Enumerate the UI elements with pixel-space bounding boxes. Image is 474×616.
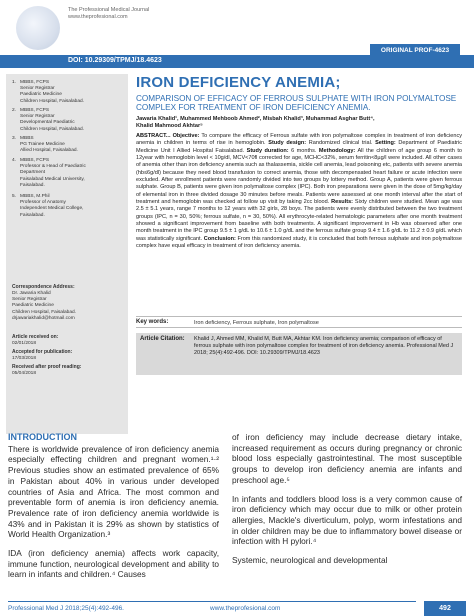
- affiliation-4: [12, 158, 130, 189]
- affiliation-2: [12, 108, 130, 133]
- body-paragraph: of iron deficiency may include decrease dietary intake, increased requirement as occurs during pregnancy or chronic blood loss especially gastrointestinal. The most susceptible groups to develop iron deficiency anemia are infants and preschool age.⁵: [232, 432, 462, 485]
- affiliation-line: Senior Registrar: [20, 86, 55, 92]
- affiliation-line: Senior Registrar: [20, 114, 55, 120]
- results-text: Sixty children were studied. Mean age was 2.5 ± 5.1 years, range 7 months to 12 years with 32 girls, 28 boys. The patients were evenly distributed between the two treatment groups (IPC, n = 30, 50%; ferrous sulfate, n = 30, 50%). All erythrocyte-related hematologic parameters after one month treatment showed a significant improvement from baseline with both treatments. A significant improvement in Hb was observed after one month treatment in the IPC group 9.5 ± 1 g/dL to 10.6 ± 1.0 g/dL and the ferrous sulfate group 9.4 ± 1.6 g/dL to 11.2 ± 0.9 g/dL which was statistically significant.: [136, 198, 462, 242]
- footer-divider: [8, 601, 416, 602]
- keywords-label: Key words:: [136, 319, 169, 325]
- accepted-label: Accepted for publication:: [12, 349, 73, 355]
- body-paragraph: Systemic, neurological and developmental: [232, 555, 388, 566]
- affiliation-line: Paediatric Medicine: [20, 92, 62, 98]
- affiliation-line: Children Hospital, Faisalabad.: [20, 98, 84, 104]
- author-list: [136, 116, 462, 130]
- correspondence-label: Correspondence Address:: [12, 284, 75, 290]
- citation-label: Article Citation:: [140, 336, 185, 342]
- article-subtitle: COMPARISON OF EFFICACY OF FERROUS SULPHATE WITH IRON POLYMALTOSE COMPLEX FOR TREATMENT OF IRON DEFICIENCY ANEMIA.: [136, 94, 457, 113]
- affiliation-line: Developmental Paediatric: [20, 120, 75, 126]
- affiliation-line: MBBS, M.Phil: [20, 194, 50, 199]
- affiliation-number: 1.: [12, 80, 17, 85]
- affiliation-number: 5.: [12, 194, 17, 199]
- article-title: IRON DEFICIENCY ANEMIA;: [136, 74, 341, 91]
- affiliation-line: MBBS, FCPS: [20, 158, 50, 163]
- author-line: Khalid Mahmood Akhtar⁵: [136, 122, 203, 129]
- citation-text: Khalid J, Ahmed MM, Khalid M, Butt MA, Akhtar KM. Iron deficiency anemia; comparison of efficacy of ferrous sulphate with iron polymaltose complex for treatment of iron deficiency anemia. Professional Med J 2018; 25(4):492-496. DOI: 10.29309/TPMJ/18.4623: [194, 335, 454, 356]
- setting-label: Setting:: [375, 140, 396, 147]
- proof-date: 05/04/2018: [12, 371, 37, 376]
- footer-citation: Professional Med J 2018;25(4):492-496.: [8, 605, 124, 612]
- affiliation-line: Children Hospital, Faisalabad.: [20, 126, 84, 132]
- footer-url[interactable]: www.theprofesional.com: [210, 605, 281, 612]
- received-date: 02/01/2018: [12, 341, 37, 346]
- study-design-label: Study design:: [268, 140, 307, 147]
- setting-text: Department of Paediatric Medicine Unit I Allied Hospital Faisalabad.: [136, 140, 463, 154]
- citation-box: [136, 333, 462, 375]
- proof-label: Received after proof reading:: [12, 364, 82, 370]
- affiliation-line: Professor & Head of Paediatric: [20, 164, 86, 170]
- body-column-left: [8, 432, 219, 588]
- affiliation-line: Faisalabad.: [20, 212, 45, 218]
- affiliation-line: PG Trainee Medicine: [20, 142, 65, 148]
- affiliation-number: 4.: [12, 158, 17, 163]
- correspondence-email[interactable]: drjawariakhalid@hotmail.com: [12, 315, 75, 321]
- affiliation-line: Department: [20, 170, 46, 176]
- conclusion-label: Conclusion:: [203, 235, 236, 242]
- journal-logo: [16, 6, 60, 50]
- correspondence-line: Senior Registrar: [12, 297, 47, 303]
- body-column-right: [232, 432, 462, 574]
- affiliation-1: [12, 80, 130, 105]
- affiliation-5: [12, 194, 130, 219]
- author-sidebar: [6, 74, 128, 434]
- article-type-tag: ORIGINAL PROF-4623: [370, 44, 460, 57]
- page-number: 492: [424, 601, 466, 616]
- affiliation-line: MBBS, FCPS: [20, 108, 50, 113]
- correspondence-address: [12, 291, 130, 322]
- abstract: [136, 133, 462, 251]
- methodology-text: All the children of age group 6 month to 12year with hemoglobin level < 10g/dl, MCV<70fl corrected for age, MCHC<32%, serum ferritin<8µg/l were included. All other cases of anemia other than iron deficiency anemia such as thalassemia, sickle cell anemia, lead poisoning etc, patients with severe anemia (hb≤6g/dl) because they need blood transfusion to correct anemia, those with decompensated heart failure or acute infection were excluded. After enrollment patients were randomly divided into two groups by lottery method. Group A, patients were given ferrous sulphate. Group B, patients were given iron polymaltose complex (IPC). Both iron preparations were given in the dose of 5mg/kg/day of elemental iron in three divided dosage 30 minutes before meals. Patients were assessed at one month interval after the start of treatment and hemoglobin was checked at follow up visit by taking 2cc blood.: [136, 147, 463, 205]
- affiliation-line: Independent Medical College,: [20, 206, 84, 212]
- keywords-row: [136, 316, 462, 328]
- affiliation-number: 2.: [12, 108, 17, 113]
- duration-label: Study duration:: [246, 147, 289, 154]
- affiliation-line: Faisalabad.: [20, 182, 45, 188]
- abstract-label: ABSTRACT... Objective:: [136, 132, 200, 139]
- journal-name: The Professional Medical Journal: [68, 7, 150, 13]
- affiliation-number: 3.: [12, 136, 17, 141]
- body-paragraph: IDA (iron deficiency anemia) affects work capacity, immune function, neurological development and ability to learn in infants and children.⁴ Causes: [8, 548, 219, 580]
- methodology-label: Methodology:: [318, 147, 356, 154]
- conclusion-text: From this randomized study, it is concluded that both ferrous sulphate and iron polymaltose complex have equal efficacy in treatment of iron deficiency anemia.: [136, 235, 462, 249]
- affiliation-line: Professor of Anatomy: [20, 200, 66, 206]
- duration-text: 6 months.: [288, 147, 319, 154]
- affiliation-line: MBBS, FCPS: [20, 80, 50, 85]
- accepted-date: 17/03/2018: [12, 356, 37, 361]
- body-paragraph: In infants and toddlers blood loss is a very common cause of iron deficiency which may occur due to milk or other protein allergies, Mackle's diverticulum, polyp, worm infestations and in older children may be due to inflammatory bowel disease or infection with H pylori.⁴: [232, 493, 462, 547]
- correspondence-line: Paediatric Medicine: [12, 303, 54, 309]
- introduction-heading: INTRODUCTION: [8, 432, 77, 442]
- correspondence-line: Children Hospital, Faisalabad.: [12, 309, 76, 315]
- affiliation-line: MBBS: [20, 136, 34, 141]
- journal-header: [0, 0, 474, 66]
- affiliation-line: Faisalabad Medical University,: [20, 176, 85, 182]
- doi-text[interactable]: DOI: 10.29309/TPMJ/18.4623: [68, 57, 162, 64]
- keywords-value: Iron deficiency, Ferrous sulphate, Iron polymaltose: [194, 319, 319, 326]
- affiliation-3: [12, 136, 130, 155]
- study-design-text: Randomized clinical trial.: [306, 140, 376, 147]
- doi-bar: [0, 55, 474, 68]
- journal-url[interactable]: www.theprofesional.com: [68, 14, 128, 20]
- abstract-objective: To compare the efficacy of Ferrous sulfate with iron polymaltose complex in treatment of iron deficiency anemia in children in terms of rise in hemoglobin.: [136, 132, 462, 147]
- author-line: Jawaria Khalid¹, Muhammed Mehboob Ahmed², Misbah Khalid³, Muhammad Asghar Butt⁴,: [136, 115, 375, 122]
- received-label: Article received on:: [12, 334, 59, 340]
- page-footer: [0, 601, 474, 616]
- body-paragraph: There is worldwide prevalence of iron deficiency anemia especially effecting children and pregnant women.¹·² Previous studies show an estimated prevalence of 65% in Pakistan about 40% in various under developed countries of Asia and Africa. The most common and preventable form of anemia is iron deficiency anemia. Prevalence rate of iron deficiency anemia worldwide is 43% and in Pakistan it is 29% as shown by statistics of World Health Organization.³: [8, 443, 219, 540]
- affiliation-line: Allied Hospital, Faisalabad.: [20, 148, 78, 154]
- article-main: [136, 74, 462, 250]
- correspondence-line: Dr. Jawaria Khalid: [12, 291, 51, 296]
- results-label: Results:: [331, 198, 354, 205]
